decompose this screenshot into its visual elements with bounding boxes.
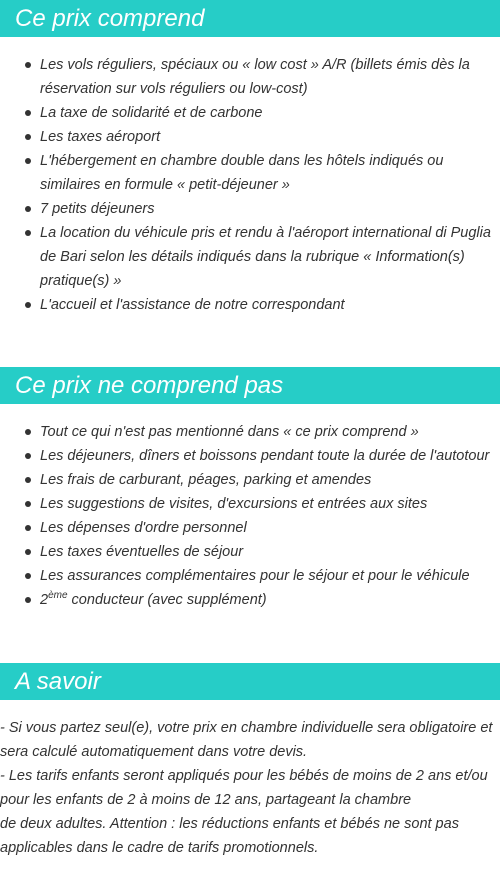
info-section — [0, 663, 500, 860]
list-item: Tout ce qui n'est pas mentionné dans « ce prix comprend » — [0, 420, 500, 444]
list-item: Les taxes éventuelles de séjour — [0, 540, 500, 564]
info-title: A savoir — [15, 667, 101, 696]
list-item: La location du véhicule pris et rendu à l'aéroport international di Puglia de Bari selon les détails indiqués dans la rubrique « Information(s) pratique(s) » — [0, 221, 500, 293]
second-driver-superscript: ème — [48, 590, 68, 601]
list-item: Les frais de carburant, péages, parking et amendes — [0, 468, 500, 492]
list-item-second-driver — [0, 588, 500, 612]
list-item: Les taxes aéroport — [0, 125, 500, 149]
info-line-adults: de deux adultes. Attention : les réductions enfants et bébés ne sont pas applicables dans le cadre de tarifs promotionnels. — [0, 816, 459, 856]
included-section-header — [0, 0, 500, 37]
info-line-solo: - Si vous partez seul(e), votre prix en chambre individuelle sera obligatoire et sera calculé automatiquement dans votre devis. — [0, 720, 493, 760]
second-driver-text: conducteur (avec supplément) — [67, 592, 267, 608]
info-line-children: - Les tarifs enfants seront appliqués pour les bébés de moins de 2 ans et/ou pour les enfants de 2 à moins de 12 ans, partageant la chambre — [0, 768, 488, 808]
list-item: Les déjeuners, dîners et boissons pendant toute la durée de l'autotour — [0, 444, 500, 468]
included-title: Ce prix comprend — [15, 4, 205, 33]
included-list — [0, 53, 500, 317]
list-item: Les suggestions de visites, d'excursions et entrées aux sites — [0, 492, 500, 516]
info-section-header — [0, 663, 500, 700]
list-item: La taxe de solidarité et de carbone — [0, 101, 500, 125]
excluded-section-header — [0, 367, 500, 404]
included-section — [0, 0, 500, 317]
info-text — [0, 716, 500, 860]
list-item: Les assurances complémentaires pour le séjour et pour le véhicule — [0, 564, 500, 588]
list-item: Les vols réguliers, spéciaux ou « low cost » A/R (billets émis dès la réservation sur vols réguliers ou low-cost) — [0, 53, 500, 101]
excluded-list — [0, 420, 500, 612]
list-item: 7 petits déjeuners — [0, 197, 500, 221]
list-item: Les dépenses d'ordre personnel — [0, 516, 500, 540]
second-driver-number: 2 — [40, 592, 49, 608]
excluded-title: Ce prix ne comprend pas — [15, 371, 284, 400]
list-item: L'accueil et l'assistance de notre correspondant — [0, 293, 500, 317]
excluded-section — [0, 367, 500, 612]
list-item: L'hébergement en chambre double dans les hôtels indiqués ou similaires en formule « petit-déjeuner » — [0, 149, 500, 197]
